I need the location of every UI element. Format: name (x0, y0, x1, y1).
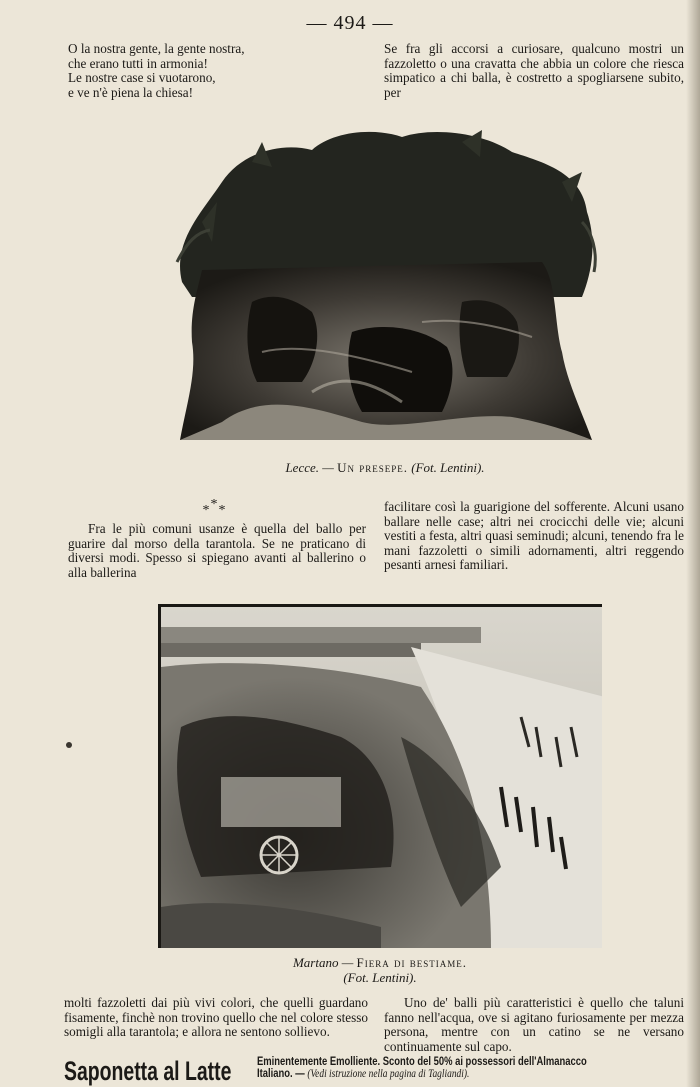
presepe-photo (162, 122, 602, 452)
article-column-mid-left (68, 496, 366, 580)
fiera-photo (158, 604, 602, 948)
fiera-caption (160, 955, 600, 985)
caption-credit: (Fot. Lentini). (343, 970, 417, 985)
ad-brand-name: Saponetta al Latte (64, 1056, 232, 1086)
ad-line-1: Eminentemente Emolliente. Sconto del 50% ai possessori dell'Almanacco (256, 1056, 587, 1068)
page-edge-shadow (686, 0, 700, 1087)
verse-line: che erano tutti in armonia! (68, 55, 208, 71)
asterism-star: * (218, 503, 226, 518)
paragraph: Se fra gli accorsi a curiosare, qualcuno mostri un fazzoletto o una cravatta che abbia un colore che riesca simpatico a chi balla, è costretto a spogliarsene subito, per (384, 41, 684, 100)
asterism-star: * (210, 497, 218, 512)
presepe-caption (160, 460, 610, 475)
caption-place: Lecce. — (285, 460, 334, 475)
asterism (68, 496, 366, 518)
article-column-bottom-right (384, 996, 684, 1054)
ad-description (257, 1056, 684, 1080)
margin-dot (66, 742, 72, 748)
verse-line: O la nostra gente, la gente nostra, (68, 41, 245, 56)
ad-line-2 (257, 1068, 469, 1080)
caption-title: Un presepe. (337, 460, 408, 475)
caption-title: Fiera di bestiame. (356, 955, 468, 970)
paragraph: facilitare così la guarigione del sofferente. Alcuni usano ballare nelle case; altri nei crocicchi delle vie; alcuni vestiti a festa, altri quasi seminudi; alcuni, tenendo fra le mani fazzoletti o simili adornamenti, altri reggendo pesanti arnesi familiari. (384, 499, 684, 573)
paragraph: Fra le più comuni usanze è quella del ballo per guarire dal morso della tarantola. Se ne praticano di diversi modi. Spesso si spiegano avanti al ballerino o alla ballerina (68, 521, 366, 580)
advertisement-banner (64, 1056, 684, 1087)
verse-line: Le nostre case si vuotarono, (68, 70, 216, 86)
paragraph: Uno de' balli più caratteristici è quello che taluni fanno nell'acqua, ove si agitano furiosamente per mezza persona, mentre con un catino se ne versano continuamente sul capo. (384, 995, 684, 1054)
caption-place: Martano — (292, 955, 354, 970)
verse-line: e ve n'è piena la chiesa! (68, 84, 194, 100)
verse-stanza (68, 42, 358, 100)
ad-line-2-prefix: Italiano. — (256, 1068, 305, 1080)
presepe-image (162, 122, 602, 452)
article-column-bottom-left (64, 996, 368, 1040)
paragraph: molti fazzoletti dai più vivi colori, che quelli guardano fisamente, finchè non trovino quello che nel colore stesso somigli alla tarantola; e allora ne sentono sollievo. (64, 995, 368, 1040)
article-column-top-right (384, 42, 684, 100)
ad-line-2-note: (Vedi istruzione nella pagina di Tagliandi). (307, 1068, 470, 1080)
caption-credit: (Fot. Lentini). (411, 460, 485, 475)
page-number: — 494 — (306, 12, 394, 34)
fiera-image (161, 607, 602, 948)
article-column-mid-right (384, 500, 684, 573)
asterism-star: * (202, 503, 210, 518)
